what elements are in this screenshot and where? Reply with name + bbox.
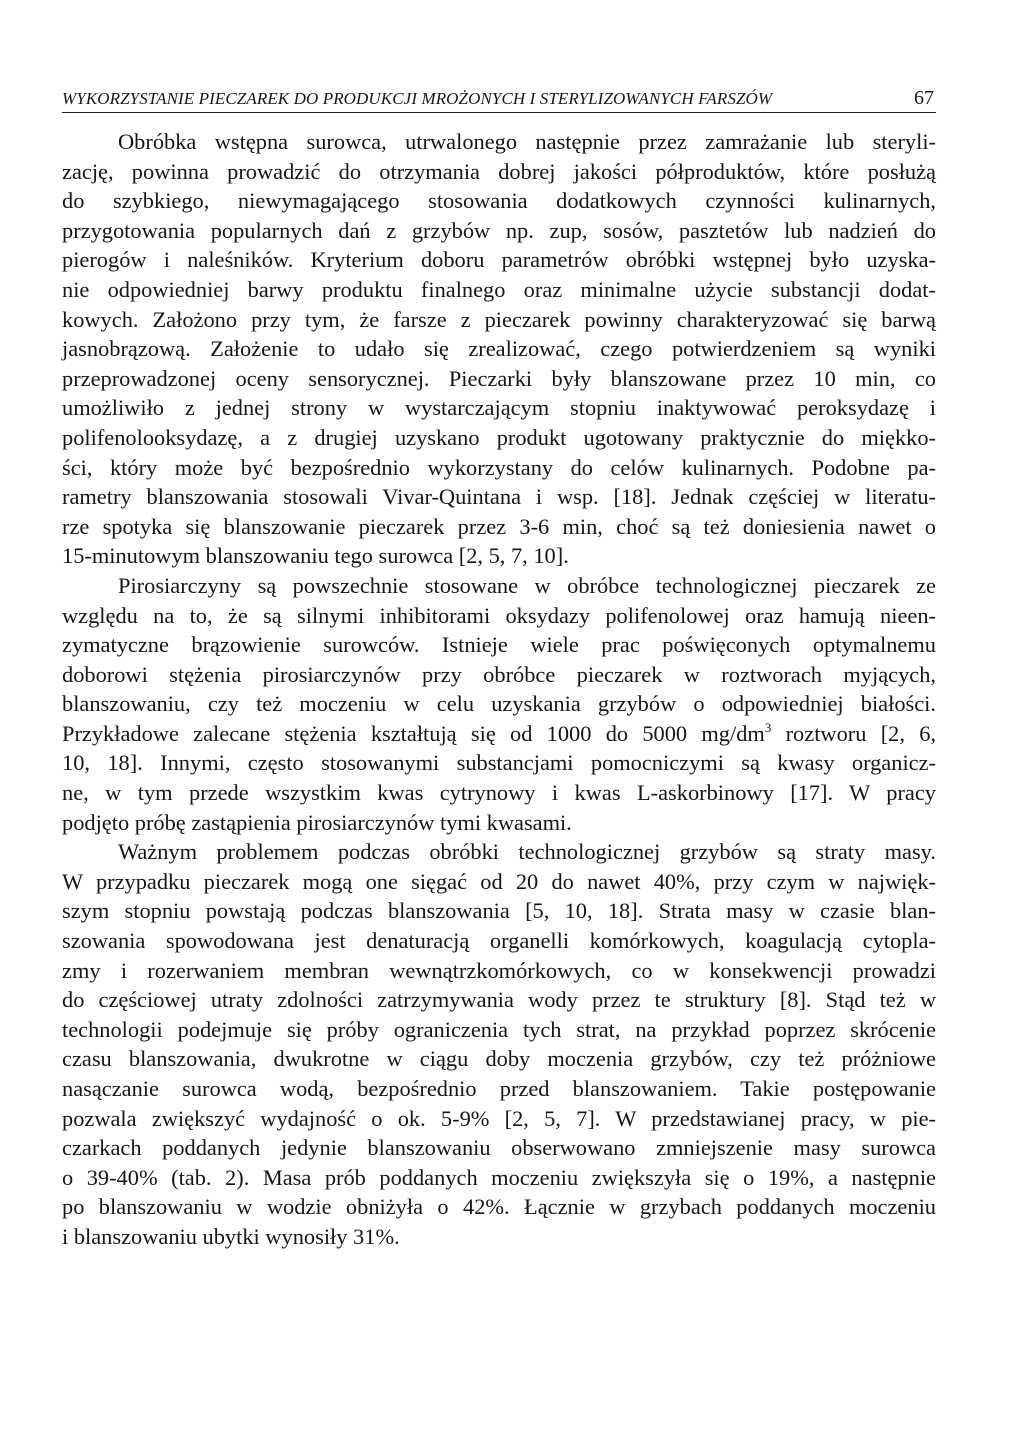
text-line: jasnobrązową. Założenie to udało się zrealizować, czego potwierdzeniem są wyniki: [62, 336, 936, 362]
text-line: czasu blanszowania, dwukrotne w ciągu doby moczenia grzybów, czy też próżniowe: [62, 1046, 936, 1072]
text-line: zymatyczne brązowienie surowców. Istnieje wiele prac poświęconych optymalnemu: [62, 632, 936, 658]
text-line: czarkach poddanych jedynie blanszowaniu obserwowano zmniejszenie masy surowca: [62, 1135, 936, 1161]
text-line: szowania spowodowana jest denaturacją organelli komórkowych, koagulacją cytopla-: [62, 928, 936, 954]
text-line: pierogów i naleśników. Kryterium doboru parametrów obróbki wstępnej było uzyska-: [62, 247, 936, 273]
text-line: do częściowej utraty zdolności zatrzymywania wody przez te struktury [8]. Stąd też w: [62, 987, 936, 1013]
text-line: i blanszowaniu ubytki wynosiły 31%.: [62, 1223, 400, 1249]
text-line: przeprowadzonej oceny sensorycznej. Pieczarki były blanszowane przez 10 min, co: [62, 365, 936, 391]
text-line: do szybkiego, niewymagającego stosowania dodatkowych czynności kulinarnych,: [62, 188, 936, 214]
text-line: 10, 18]. Innymi, często stosowanymi substancjami pomocniczymi są kwasy organicz-: [62, 750, 936, 776]
text-line: technologii podejmuje się próby ograniczenia tych strat, na przykład poprzez skrócenie: [62, 1016, 936, 1042]
text-line: przygotowania popularnych dań z grzybów np. zup, sosów, pasztetów lub nadzień do: [62, 217, 936, 243]
text-line: nie odpowiedniej barwy produktu finalnego oraz minimalne użycie substancji dodat-: [62, 276, 936, 302]
page-number: 67: [914, 87, 934, 109]
text-line: polifenolooksydazę, a z drugiej uzyskano produkt ugotowany praktycznie do miękko-: [62, 424, 936, 450]
text-line: 15-minutowym blanszowaniu tego surowca [2, 5, 7, 10].: [62, 543, 569, 569]
text-line: blanszowaniu, czy też moczeniu w celu uzyskania grzybów o odpowiedniej białości.: [62, 691, 936, 717]
running-title: WYKORZYSTANIE PIECZAREK DO PRODUKCJI MROŻONYCH I STERYLIZOWANYCH FARSZÓW: [62, 89, 773, 108]
text-line: rze spotyka się blanszowanie pieczarek przez 3-6 min, choć są też doniesienia nawet o: [62, 513, 936, 539]
body-text: [62, 127, 936, 1252]
text-line: o 39-40% (tab. 2). Masa prób poddanych moczeniu zwiększyła się o 19%, a następnie: [62, 1164, 936, 1190]
running-header: [62, 88, 936, 113]
text-line: po blanszowaniu w wodzie obniżyła o 42%. Łącznie w grzybach poddanych moczeniu: [62, 1194, 936, 1220]
text-line: ne, w tym przede wszystkim kwas cytrynowy i kwas L-askorbinowy [17]. W pracy: [62, 780, 936, 806]
paragraph-3: [62, 837, 936, 1251]
text-line: względu na to, że są silnymi inhibitorami oksydazy polifenolowej oraz hamują nieen-: [62, 602, 936, 628]
text-line: rametry blanszowania stosowali Vivar-Quintana i wsp. [18]. Jednak częściej w literatu-: [62, 484, 936, 510]
text-line-with-superscript: [62, 719, 936, 749]
text-line: Obróbka wstępna surowca, utrwalonego następnie przez zamrażanie lub steryli-: [118, 129, 936, 154]
text-line: nasączanie surowca wodą, bezpośrednio przed blanszowaniem. Takie postępowanie: [62, 1076, 936, 1101]
line-text-after: roztworu [2, 6,: [771, 720, 936, 746]
text-line: podjęto próbę zastąpienia pirosiarczynów tymi kwasami.: [62, 809, 572, 835]
text-line: kowych. Założono przy tym, że farsze z pieczarek powinny charakteryzować się barwą: [62, 306, 936, 332]
text-line: doborowi stężenia pirosiarczynów przy obróbce pieczarek w roztworach myjących,: [62, 661, 936, 687]
text-line: szym stopniu powstają podczas blanszowania [5, 10, 18]. Strata masy w czasie blan-: [62, 898, 936, 924]
text-line: W przypadku pieczarek mogą one sięgać od 20 do nawet 40%, przy czym w najwięk-: [62, 868, 936, 894]
text-line: zację, powinna prowadzić do otrzymania dobrej jakości półproduktów, które posłużą: [62, 158, 936, 184]
text-line: zmy i rozerwaniem membran wewnątrzkomórkowych, co w konsekwencji prowadzi: [62, 957, 936, 983]
paragraph-2: [62, 571, 936, 837]
text-line: pozwala zwiększyć wydajność o ok. 5-9% [2, 5, 7]. W przedstawianej pracy, w pie-: [62, 1105, 936, 1131]
text-line: Ważnym problemem podczas obróbki technologicznej grzybów są straty masy.: [118, 839, 936, 865]
document-page: [62, 88, 936, 1252]
line-text-before: Przykładowe zalecane stężenia kształtują się od 1000 do 5000 mg/dm: [62, 720, 765, 746]
superscript: 3: [764, 719, 772, 735]
paragraph-1: [62, 127, 936, 571]
text-line: Pirosiarczyny są powszechnie stosowane w obróbce technologicznej pieczarek ze: [118, 572, 936, 598]
text-line: umożliwiło z jednej strony w wystarczającym stopniu inaktywować peroksydazę i: [62, 395, 936, 421]
text-line: ści, który może być bezpośrednio wykorzystany do celów kulinarnych. Podobne pa-: [62, 454, 936, 480]
